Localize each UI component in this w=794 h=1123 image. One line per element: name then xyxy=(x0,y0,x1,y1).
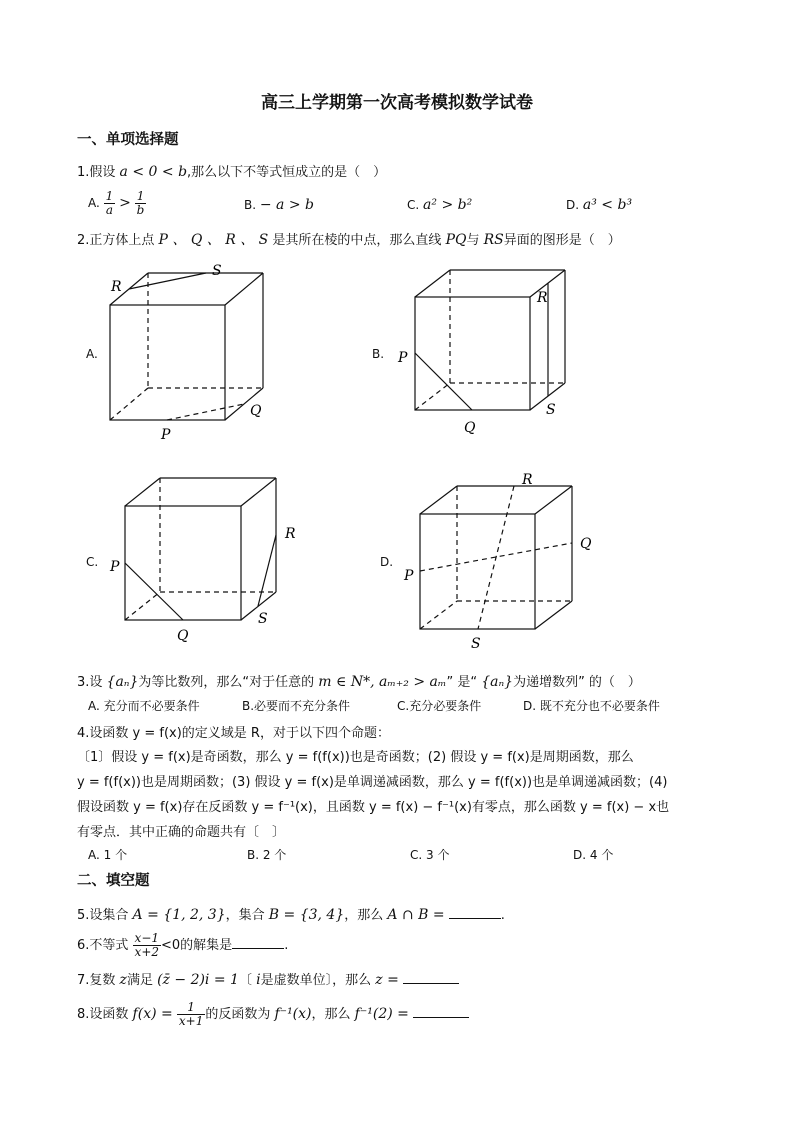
q7-pre: 7.复数 xyxy=(77,973,116,988)
q6-fraction xyxy=(133,932,161,959)
q4-option-b: B. 2 个 xyxy=(247,848,287,862)
q2-figure-b-label: B. xyxy=(372,347,385,361)
q1-option-d-expr: a³ < b³ xyxy=(582,197,633,213)
exam-title: 高三上学期第一次高考模拟数学试卷 xyxy=(261,93,533,113)
q1-stem-pre: 1.假设 xyxy=(77,165,116,180)
q8-mid2: ，那么 xyxy=(311,1007,351,1022)
q3-option-a: A. 充分而不必要条件 xyxy=(88,699,200,713)
q2-figure-d-cube xyxy=(398,470,608,655)
q1-option-a-relation: > xyxy=(119,195,131,211)
question-5 xyxy=(77,904,505,923)
point-p-label: P xyxy=(398,350,408,366)
point-q-label: Q xyxy=(250,403,262,419)
q3-stem-b: 为等比数列，那么“对于任意的 xyxy=(138,675,315,690)
q2-figure-a-cube xyxy=(100,255,280,450)
point-s-label: S xyxy=(546,402,556,418)
q6-end: . xyxy=(284,938,289,953)
point-r-label: R xyxy=(522,472,533,488)
q6-pre: 6.不等式 xyxy=(77,938,129,953)
q8-answer-blank[interactable] xyxy=(413,1005,469,1018)
q3-sequence: {aₙ} xyxy=(106,674,139,690)
q7-answer-blank[interactable] xyxy=(403,971,459,984)
q1-option-a xyxy=(88,190,146,217)
q2-figure-d-label: D. xyxy=(380,555,394,569)
q1-option-a-label: A. xyxy=(88,196,100,210)
q1-option-d xyxy=(566,197,632,213)
q2-line-rs: RS xyxy=(483,232,504,248)
q5-mid: ，集合 xyxy=(225,908,265,923)
q4-option-c: C. 3 个 xyxy=(410,848,450,862)
q1-option-a-left-fraction xyxy=(104,190,116,217)
point-q-label: Q xyxy=(580,536,592,552)
q5-set-a: A = {1, 2, 3} xyxy=(132,907,226,923)
q3-sequence-2: {aₙ} xyxy=(481,674,514,690)
frac-numerator: 1 xyxy=(135,190,147,204)
question-1-stem xyxy=(77,161,386,180)
q7-paren: 〔 xyxy=(238,973,252,988)
question-2-stem xyxy=(77,229,621,249)
q8-mid: 的反函数为 xyxy=(205,1007,271,1022)
q7-variable-i: i xyxy=(256,972,261,988)
q5-end: . xyxy=(500,908,505,923)
q6-post: <0的解集是 xyxy=(161,938,233,953)
frac-numerator: 1 xyxy=(105,189,114,203)
q1-option-b-label: B. xyxy=(244,198,257,212)
question-7 xyxy=(77,969,459,988)
q2-points: P 、 Q 、 R 、 S xyxy=(158,232,269,248)
q2-figure-b-cube xyxy=(390,262,580,442)
q1-stem-post: ,那么以下不等式恒成立的是（ ） xyxy=(187,165,387,180)
q8-expression: f⁻¹(2) = xyxy=(354,1006,409,1022)
q8-pre: 8.设函数 xyxy=(77,1007,129,1022)
q2-stem-mid: 是其所在棱的中点，那么直线 xyxy=(272,233,442,248)
point-r-label: R xyxy=(285,526,296,542)
point-p-label: P xyxy=(110,559,120,575)
point-p-label: P xyxy=(404,568,414,584)
question-8 xyxy=(77,1001,469,1028)
q1-option-c-expr: a² > b² xyxy=(423,197,473,213)
q2-stem-post: 异面的图形是（ ） xyxy=(503,233,621,248)
frac-denominator: b xyxy=(136,203,145,217)
q5-expression: A ∩ B = xyxy=(387,907,445,923)
question-4-line-4: 假设函数 y = f(x)存在反函数 y = f⁻¹(x)，且函数 y = f(x) − f⁻¹(x)有零点，那么函数 y = f(x) − x也 xyxy=(77,800,670,815)
q3-option-b: B.必要而不充分条件 xyxy=(242,699,351,713)
q7-note: 是虚数单位〕，那么 xyxy=(260,973,372,988)
frac-denominator: x+1 xyxy=(178,1014,204,1028)
q7-expression: z = xyxy=(375,972,399,988)
q8-function: f(x) = xyxy=(132,1006,173,1022)
q2-stem-pre: 2.正方体上点 xyxy=(77,233,155,248)
q1-condition: a < 0 < b xyxy=(119,164,188,180)
q2-figure-c-label: C. xyxy=(86,555,99,569)
point-r-label: R xyxy=(111,279,122,295)
q1-option-d-label: D. xyxy=(566,198,580,212)
section-heading-fill-in: 二、填空题 xyxy=(77,873,150,889)
point-r-label: R xyxy=(537,290,548,306)
frac-numerator: 1 xyxy=(177,1001,205,1015)
q6-answer-blank[interactable] xyxy=(232,936,284,949)
question-6 xyxy=(77,932,288,959)
q8-inverse: f⁻¹(x) xyxy=(274,1006,312,1022)
frac-denominator: a xyxy=(105,203,114,217)
q1-option-a-right-fraction xyxy=(135,190,147,217)
q3-stem-d: 为递增数列” 的（ ） xyxy=(513,675,641,690)
q2-stem-mid2: 与 xyxy=(466,233,480,248)
q3-option-d: D. 既不充分也不必要条件 xyxy=(523,699,660,713)
q3-option-c: C.充分必要条件 xyxy=(397,699,482,713)
q3-condition: m ∈ N*, aₘ₊₂ > aₘ xyxy=(318,674,447,690)
q5-answer-blank[interactable] xyxy=(449,906,501,919)
q4-option-d: D. 4 个 xyxy=(573,848,614,862)
q7-variable-z: z xyxy=(119,972,127,988)
q2-line-pq: PQ xyxy=(445,232,467,248)
point-s-label: S xyxy=(258,611,268,627)
q5-mid2: ，那么 xyxy=(344,908,384,923)
q1-option-c-label: C. xyxy=(407,198,420,212)
question-4-line-2: 〔1〕假设 y = f(x)是奇函数，那么 y = f(f(x))也是奇函数；(2) 假设 y = f(x)是周期函数，那么 xyxy=(77,750,634,765)
q8-fraction xyxy=(177,1001,205,1028)
point-s-label: S xyxy=(471,636,481,652)
point-q-label: Q xyxy=(177,628,189,644)
q7-mid: 满足 xyxy=(126,973,153,988)
question-4-line-5: 有零点．其中正确的命题共有〔 〕 xyxy=(77,825,286,840)
point-q-label: Q xyxy=(464,420,476,436)
q1-option-c xyxy=(407,197,472,213)
frac-denominator: x+2 xyxy=(134,945,160,959)
q4-option-a: A. 1 个 xyxy=(88,848,128,862)
frac-numerator: x−1 xyxy=(134,931,160,945)
q5-pre: 5.设集合 xyxy=(77,908,129,923)
q1-option-b-expr: − a > b xyxy=(259,197,314,213)
q3-stem-c: ” 是“ xyxy=(446,675,478,690)
q7-equation: (z̄ − 2)i = 1 xyxy=(157,972,239,988)
question-3-stem xyxy=(77,671,641,690)
q2-figure-a-label: A. xyxy=(86,347,98,361)
question-4-line-3: y = f(f(x))也是周期函数；(3) 假设 y = f(x)是单调递减函数，那么 y = f(f(x))也是单调递减函数；(4) xyxy=(77,775,668,790)
q3-stem-a: 3.设 xyxy=(77,675,103,690)
point-p-label: P xyxy=(161,427,171,443)
q2-figure-c-cube xyxy=(100,472,300,647)
q5-set-b: B = {3, 4} xyxy=(268,907,345,923)
question-4-line-1: 4.设函数 y = f(x)的定义域是 R，对于以下四个命题： xyxy=(77,726,390,741)
point-s-label: S xyxy=(212,263,222,279)
q1-option-b xyxy=(244,197,314,213)
section-heading-single-choice: 一、单项选择题 xyxy=(77,132,179,148)
